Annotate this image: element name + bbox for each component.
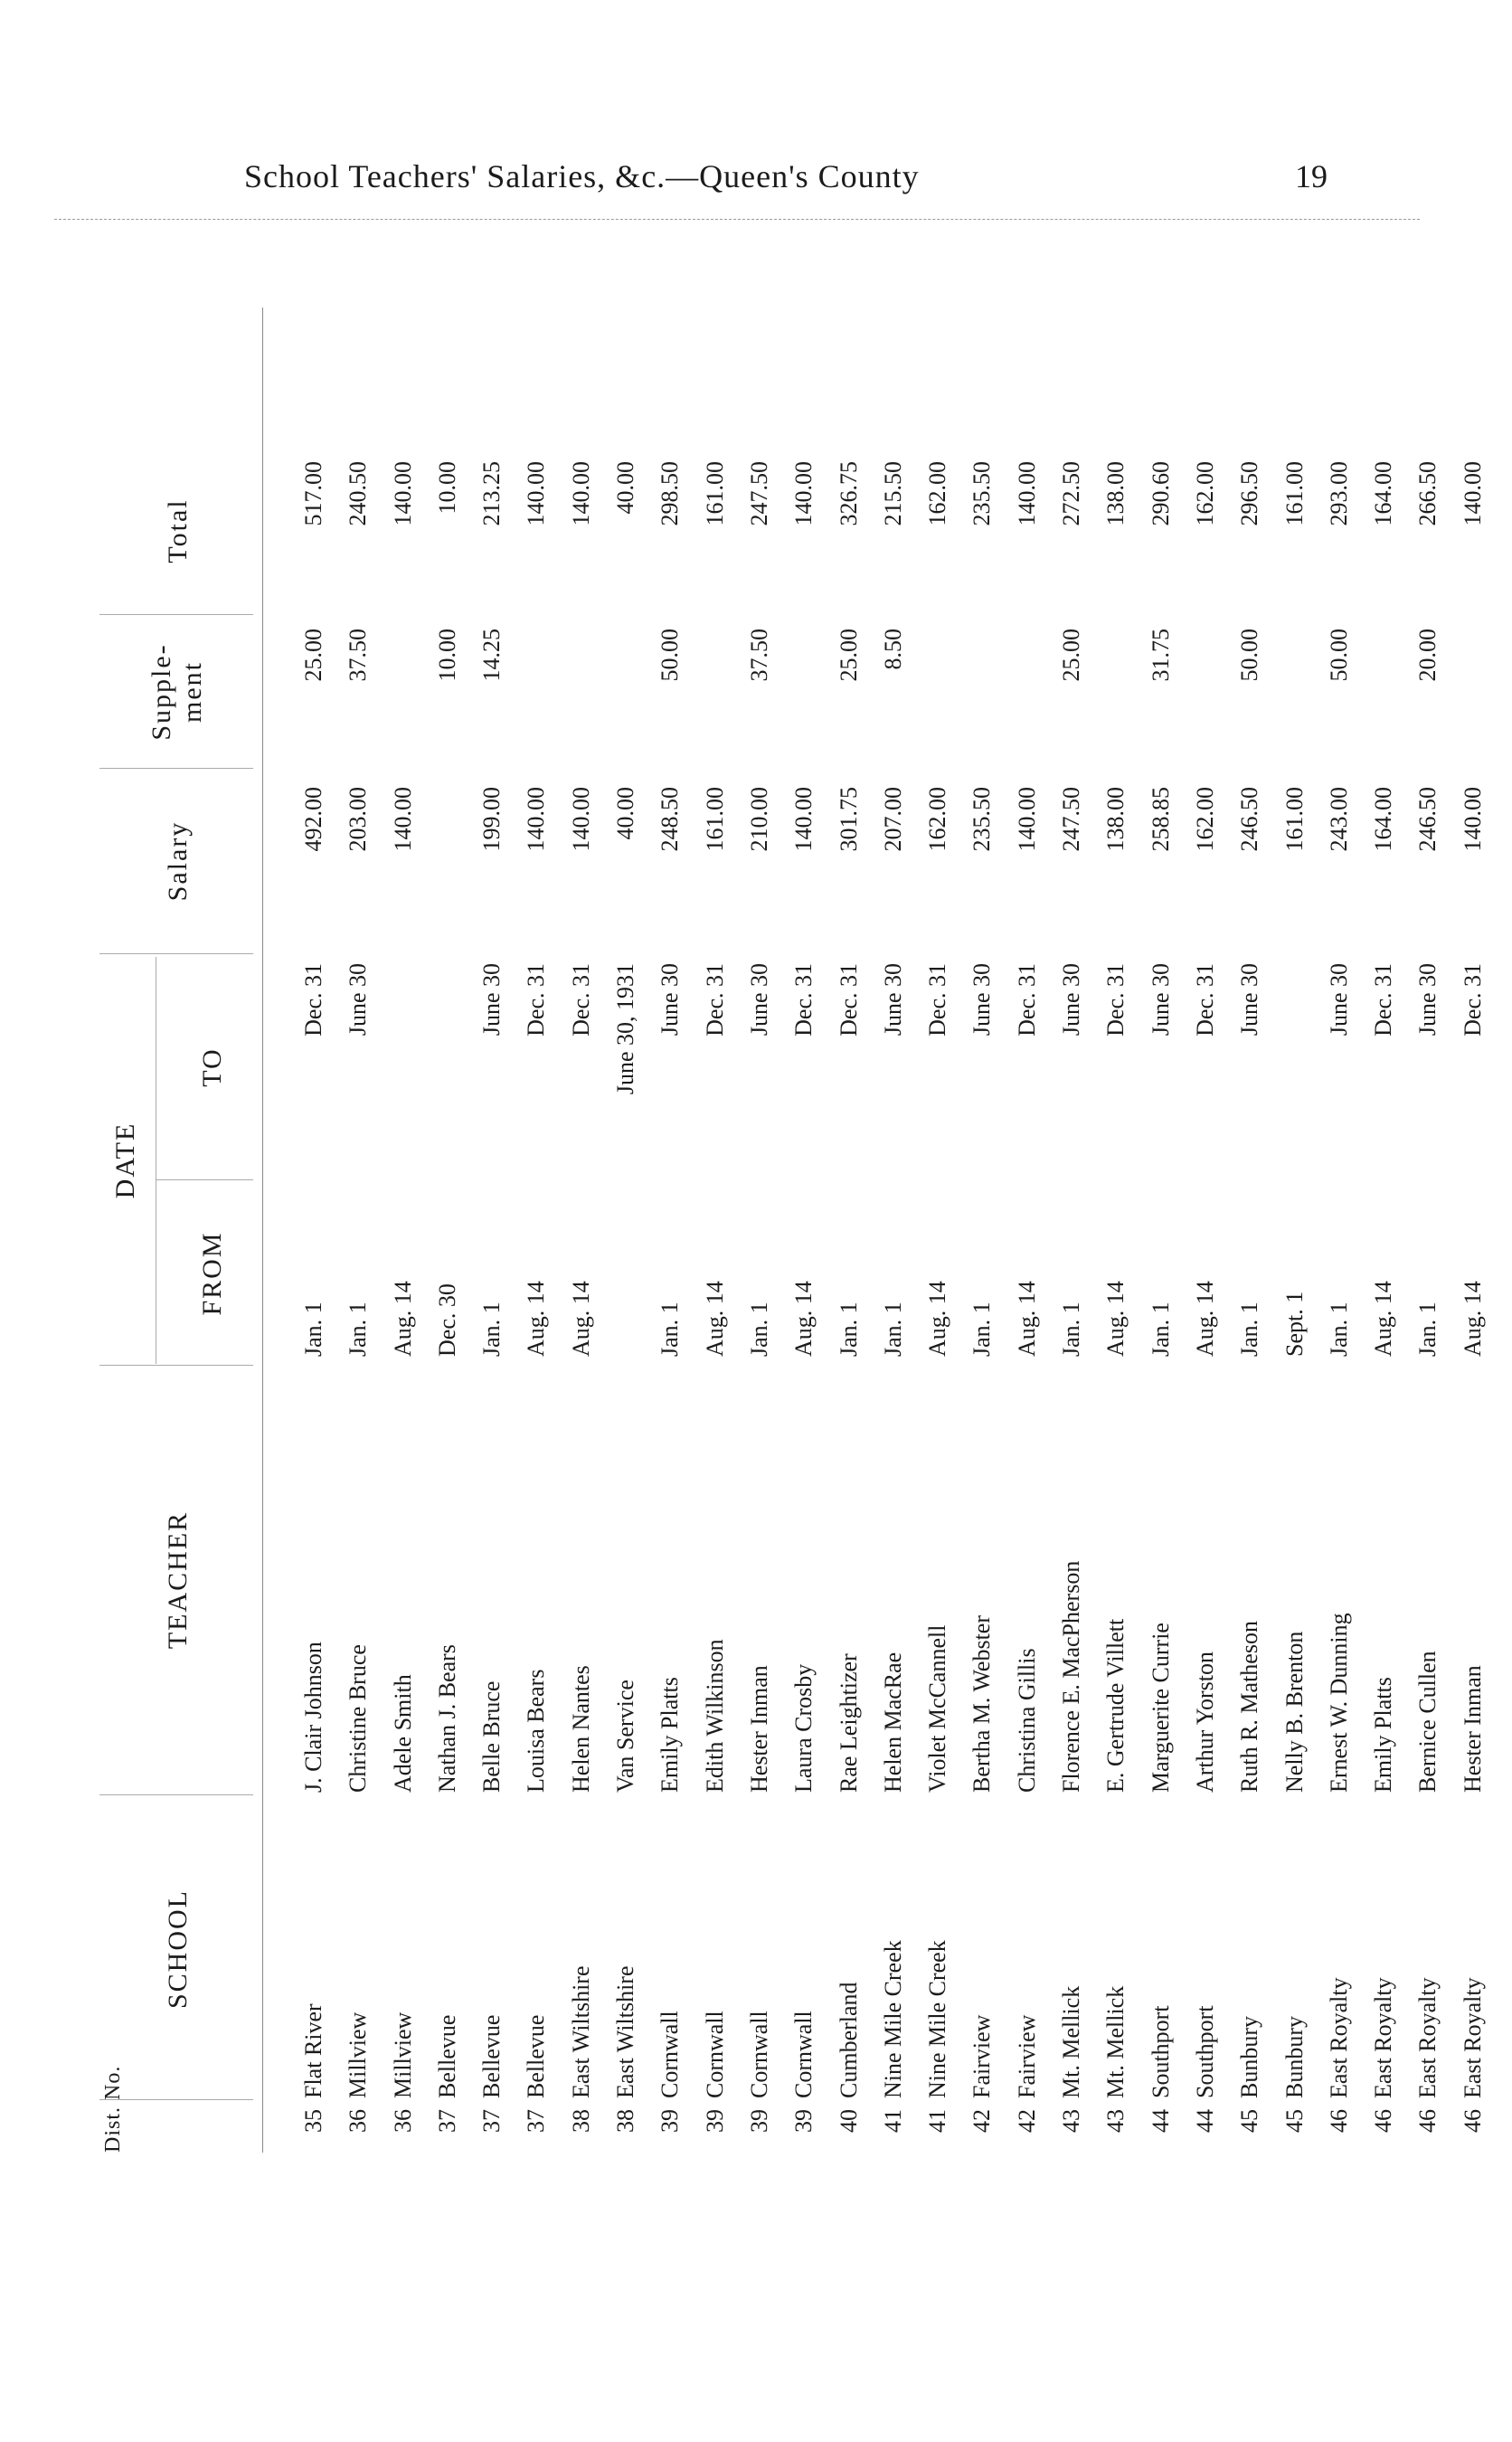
salary-cell: 140.00: [1459, 787, 1486, 852]
table-row: [469, 308, 514, 2153]
teacher-cell: Emily Platts: [1370, 1677, 1397, 1793]
dist-no-cell: 37: [433, 2109, 460, 2133]
to-date-cell: June 30: [1236, 963, 1263, 1036]
to-date-cell: June 30: [1325, 963, 1352, 1036]
dist-no-cell: 46: [1370, 2109, 1397, 2133]
school-cell: Nine Mile Creek: [924, 1940, 951, 2098]
to-date-cell: June 30: [657, 963, 684, 1036]
dist-no-cell: 40: [835, 2109, 862, 2133]
teacher-cell: Louisa Bears: [523, 1669, 550, 1793]
supplement-cell: 50.00: [1325, 629, 1352, 682]
teacher-cell: Ernest W. Dunning: [1325, 1613, 1352, 1793]
supplement-cell: 25.00: [1058, 629, 1085, 682]
header-to: TO: [197, 1047, 227, 1087]
school-cell: Nine Mile Creek: [879, 1940, 906, 2098]
supplement-cell: 50.00: [657, 629, 684, 682]
salary-cell: 164.00: [1370, 787, 1397, 852]
salary-cell: 246.50: [1236, 787, 1263, 852]
header-school: SCHOOL: [163, 1889, 193, 2010]
table-row: [291, 308, 335, 2153]
salary-cell: 140.00: [1013, 787, 1040, 852]
table-row: [959, 308, 1004, 2153]
table-row: [1451, 308, 1495, 2153]
school-cell: Cornwall: [701, 2011, 728, 2098]
total-cell: 162.00: [1191, 461, 1218, 526]
salary-cell: 162.00: [924, 787, 951, 852]
from-date-cell: Aug. 14: [389, 1281, 416, 1357]
to-date-cell: Dec. 31: [924, 963, 951, 1036]
total-cell: 272.50: [1058, 461, 1085, 526]
dist-no-cell: 36: [345, 2109, 372, 2133]
to-date-cell: Dec. 31: [1191, 963, 1218, 1036]
school-cell: Bellevue: [478, 2014, 506, 2098]
dist-no-cell: 42: [969, 2109, 996, 2133]
to-date-cell: Dec. 31: [1013, 963, 1040, 1036]
teacher-cell: Christina Gillis: [1013, 1648, 1040, 1793]
table-row: [1049, 308, 1093, 2153]
supplement-cell: 8.50: [879, 629, 906, 670]
dist-no-cell: 44: [1191, 2109, 1218, 2133]
to-date-cell: Dec. 31: [1102, 963, 1129, 1036]
salary-cell: 161.00: [701, 787, 728, 852]
total-cell: 138.00: [1102, 461, 1129, 526]
total-cell: 162.00: [924, 461, 951, 526]
table-row: [781, 308, 826, 2153]
supplement-cell: 20.00: [1414, 629, 1441, 682]
school-cell: Bunbury: [1280, 2016, 1308, 2098]
from-date-cell: Dec. 30: [433, 1283, 460, 1357]
dist-no-cell: 46: [1414, 2109, 1441, 2133]
from-date-cell: Jan. 1: [879, 1301, 906, 1357]
table-row: [1405, 308, 1450, 2153]
salary-cell: 140.00: [389, 787, 416, 852]
from-date-cell: Aug. 14: [1191, 1281, 1218, 1357]
salary-cell: 40.00: [612, 787, 639, 840]
teacher-cell: J. Clair Johnson: [300, 1642, 326, 1793]
total-cell: 140.00: [790, 461, 817, 526]
supplement-cell: 50.00: [1236, 629, 1263, 682]
table-row: [514, 308, 558, 2153]
header-supplement: Supple- ment: [146, 643, 207, 741]
table-row: [827, 308, 871, 2153]
table-row: [559, 308, 603, 2153]
to-date-cell: Dec. 31: [523, 963, 550, 1036]
school-cell: East Wiltshire: [612, 1965, 639, 2098]
total-cell: 517.00: [300, 461, 326, 526]
teacher-cell: Bernice Cullen: [1414, 1651, 1441, 1793]
dist-no-cell: 46: [1459, 2109, 1486, 2133]
table-row: [1093, 308, 1138, 2153]
from-date-cell: Aug. 14: [790, 1281, 817, 1357]
school-cell: Cornwall: [657, 2011, 684, 2098]
dist-no-cell: 46: [1325, 2109, 1352, 2133]
teacher-cell: Bertha M. Webster: [969, 1615, 996, 1793]
school-cell: Cornwall: [790, 2011, 817, 2098]
teacher-cell: Laura Crosby: [790, 1663, 817, 1793]
table-header: [90, 308, 258, 2153]
to-date-cell: Dec. 31: [835, 963, 862, 1036]
supplement-cell: 10.00: [433, 629, 460, 682]
school-cell: Southport: [1191, 2005, 1218, 2098]
teacher-cell: Helen Nantes: [567, 1665, 594, 1793]
teacher-cell: Florence E. MacPherson: [1058, 1560, 1085, 1793]
header-date: DATE: [110, 1122, 140, 1199]
total-cell: 213.25: [478, 461, 506, 526]
school-cell: Fairview: [1013, 2014, 1040, 2098]
to-date-cell: June 30: [969, 963, 996, 1036]
from-date-cell: Aug. 14: [1370, 1281, 1397, 1357]
dist-no-cell: 45: [1280, 2109, 1308, 2133]
supplement-cell: 14.25: [478, 629, 506, 682]
salary-table: [90, 308, 1486, 2153]
to-date-cell: Dec. 31: [701, 963, 728, 1036]
from-date-cell: Sept. 1: [1280, 1291, 1308, 1357]
dist-no-cell: 43: [1058, 2109, 1085, 2133]
to-date-cell: June 30: [1414, 963, 1441, 1036]
from-date-cell: Jan. 1: [1058, 1301, 1085, 1357]
header-total: Total: [163, 498, 193, 563]
from-date-cell: Aug. 14: [523, 1281, 550, 1357]
from-date-cell: Jan. 1: [657, 1301, 684, 1357]
table-row: [1005, 308, 1049, 2153]
to-date-cell: June 30: [478, 963, 506, 1036]
teacher-cell: Hester Inman: [745, 1665, 772, 1793]
teacher-cell: Emily Platts: [657, 1677, 684, 1793]
header-from: FROM: [197, 1231, 227, 1316]
to-date-cell: June 30: [879, 963, 906, 1036]
table-row: [693, 308, 737, 2153]
total-cell: 296.50: [1236, 461, 1263, 526]
total-cell: 161.00: [701, 461, 728, 526]
supplement-cell: 31.75: [1147, 629, 1174, 682]
teacher-cell: Hester Inman: [1459, 1665, 1486, 1793]
supplement-cell: 37.50: [745, 629, 772, 682]
from-date-cell: Jan. 1: [478, 1301, 506, 1357]
school-cell: East Royalty: [1325, 1977, 1352, 2098]
teacher-cell: Ruth R. Matheson: [1236, 1621, 1263, 1793]
salary-cell: 246.50: [1414, 787, 1441, 852]
school-cell: Bunbury: [1236, 2016, 1263, 2098]
table-row: [1317, 308, 1361, 2153]
table-row: [381, 308, 425, 2153]
page-number: 19: [1295, 158, 1328, 194]
teacher-cell: Belle Bruce: [478, 1680, 506, 1793]
from-date-cell: Jan. 1: [835, 1301, 862, 1357]
dist-no-cell: 45: [1236, 2109, 1263, 2133]
salary-cell: 199.00: [478, 787, 506, 852]
dist-no-cell: 38: [567, 2109, 594, 2133]
school-cell: Bellevue: [433, 2014, 460, 2098]
from-date-cell: Jan. 1: [1236, 1301, 1263, 1357]
salary-cell: 140.00: [790, 787, 817, 852]
total-cell: 10.00: [433, 461, 460, 515]
total-cell: 240.50: [345, 461, 372, 526]
school-cell: Millview: [345, 2011, 372, 2098]
table-body: [291, 308, 1495, 2153]
table-row: [1139, 308, 1183, 2153]
to-date-cell: June 30: [1147, 963, 1174, 1036]
from-date-cell: Jan. 1: [345, 1301, 372, 1357]
table-row: [1183, 308, 1227, 2153]
from-date-cell: Aug. 14: [567, 1281, 594, 1357]
teacher-cell: Helen MacRae: [879, 1652, 906, 1793]
from-date-cell: Jan. 1: [1147, 1301, 1174, 1357]
running-head: School Teachers' Salaries, &c.—Queen's County: [244, 158, 920, 194]
total-cell: 164.00: [1370, 461, 1397, 526]
total-cell: 140.00: [389, 461, 416, 526]
from-date-cell: Jan. 1: [1325, 1301, 1352, 1357]
school-cell: Mt. Mellick: [1058, 1985, 1085, 2098]
total-cell: 266.50: [1414, 461, 1441, 526]
header-teacher: TEACHER: [163, 1510, 193, 1650]
dist-no-cell: 44: [1147, 2109, 1174, 2133]
salary-cell: 203.00: [345, 787, 372, 852]
salary-cell: 301.75: [835, 787, 862, 852]
supplement-cell: 37.50: [345, 629, 372, 682]
table-row: [1361, 308, 1405, 2153]
teacher-cell: Van Service: [612, 1680, 639, 1793]
salary-cell: 248.50: [657, 787, 684, 852]
table-row: [915, 308, 959, 2153]
supplement-cell: 25.00: [835, 629, 862, 682]
dist-no-cell: 35: [300, 2109, 326, 2133]
to-date-cell: June 30: [345, 963, 372, 1036]
dist-no-cell: 36: [389, 2109, 416, 2133]
total-cell: 140.00: [1459, 461, 1486, 526]
salary-cell: 210.00: [745, 787, 772, 852]
teacher-cell: Christine Bruce: [345, 1644, 372, 1793]
school-cell: Cornwall: [745, 2011, 772, 2098]
total-cell: 215.50: [879, 461, 906, 526]
school-cell: Bellevue: [523, 2014, 550, 2098]
header-body-rule: [262, 308, 263, 2153]
to-date-cell: Dec. 31: [1370, 963, 1397, 1036]
from-date-cell: Aug. 14: [1013, 1281, 1040, 1357]
from-date-cell: Jan. 1: [1414, 1301, 1441, 1357]
salary-cell: 161.00: [1280, 787, 1308, 852]
school-cell: Fairview: [969, 2014, 996, 2098]
salary-cell: 162.00: [1191, 787, 1218, 852]
total-cell: 40.00: [612, 461, 639, 515]
table-row: [603, 308, 647, 2153]
teacher-cell: Nathan J. Bears: [433, 1644, 460, 1793]
salary-cell: 138.00: [1102, 787, 1129, 852]
salary-cell: 258.85: [1147, 787, 1174, 852]
dist-no-cell: 37: [478, 2109, 506, 2133]
to-date-cell: Dec. 31: [1459, 963, 1486, 1036]
school-cell: Flat River: [300, 2003, 326, 2098]
salary-cell: 243.00: [1325, 787, 1352, 852]
from-date-cell: Aug. 14: [924, 1281, 951, 1357]
table-row: [1227, 308, 1271, 2153]
to-date-cell: June 30: [745, 963, 772, 1036]
header-rule: [54, 219, 1420, 220]
to-date-cell: Dec. 31: [300, 963, 326, 1036]
table-row: [425, 308, 469, 2153]
salary-cell: 492.00: [300, 787, 326, 852]
salary-cell: 207.00: [879, 787, 906, 852]
total-cell: 235.50: [969, 461, 996, 526]
total-cell: 298.50: [657, 461, 684, 526]
table-row: [1272, 308, 1317, 2153]
from-date-cell: Jan. 1: [969, 1301, 996, 1357]
table-row: [647, 308, 692, 2153]
dist-no-cell: 43: [1102, 2109, 1129, 2133]
supplement-cell: 25.00: [300, 629, 326, 682]
header-dist-no: Dist. No.: [101, 2065, 125, 2153]
to-date-cell: June 30: [1058, 963, 1085, 1036]
from-date-cell: Aug. 14: [701, 1281, 728, 1357]
school-cell: Cumberland: [835, 1982, 862, 2098]
school-cell: East Royalty: [1459, 1977, 1486, 2098]
school-cell: Southport: [1147, 2005, 1174, 2098]
from-date-cell: Aug. 14: [1102, 1281, 1129, 1357]
to-date-cell: Dec. 31: [567, 963, 594, 1036]
teacher-cell: Adele Smith: [389, 1674, 416, 1793]
salary-cell: 247.50: [1058, 787, 1085, 852]
school-cell: East Royalty: [1370, 1977, 1397, 2098]
total-cell: 247.50: [745, 461, 772, 526]
total-cell: 290.60: [1147, 461, 1174, 526]
salary-cell: 140.00: [567, 787, 594, 852]
dist-no-cell: 41: [924, 2109, 951, 2133]
dist-no-cell: 39: [701, 2109, 728, 2133]
total-cell: 161.00: [1280, 461, 1308, 526]
table-row: [335, 308, 380, 2153]
dist-no-cell: 41: [879, 2109, 906, 2133]
total-cell: 140.00: [567, 461, 594, 526]
header-salary: Salary: [163, 820, 193, 902]
school-cell: Millview: [389, 2011, 416, 2098]
to-date-cell: June 30, 1931: [612, 963, 639, 1095]
table-row: [737, 308, 781, 2153]
teacher-cell: Nelly B. Brenton: [1280, 1631, 1308, 1793]
from-date-cell: Jan. 1: [745, 1301, 772, 1357]
total-cell: 140.00: [523, 461, 550, 526]
salary-cell: 235.50: [969, 787, 996, 852]
teacher-cell: Edith Wilkinson: [701, 1639, 728, 1793]
total-cell: 293.00: [1325, 461, 1352, 526]
from-date-cell: Aug. 14: [1459, 1281, 1486, 1357]
dist-no-cell: 39: [790, 2109, 817, 2133]
total-cell: 326.75: [835, 461, 862, 526]
dist-no-cell: 39: [745, 2109, 772, 2133]
table-row: [871, 308, 915, 2153]
teacher-cell: Marguerite Currie: [1147, 1623, 1174, 1793]
dist-no-cell: 42: [1013, 2109, 1040, 2133]
school-cell: Mt. Mellick: [1102, 1985, 1129, 2098]
to-date-cell: Dec. 31: [790, 963, 817, 1036]
teacher-cell: E. Gertrude Villett: [1102, 1618, 1129, 1793]
teacher-cell: Arthur Yorston: [1191, 1651, 1218, 1793]
salary-cell: 140.00: [523, 787, 550, 852]
school-cell: East Royalty: [1414, 1977, 1441, 2098]
dist-no-cell: 38: [612, 2109, 639, 2133]
dist-no-cell: 37: [523, 2109, 550, 2133]
total-cell: 140.00: [1013, 461, 1040, 526]
teacher-cell: Rae Leightizer: [835, 1653, 862, 1793]
dist-no-cell: 39: [657, 2109, 684, 2133]
school-cell: East Wiltshire: [567, 1965, 594, 2098]
teacher-cell: Violet McCannell: [924, 1624, 951, 1793]
from-date-cell: Jan. 1: [300, 1301, 326, 1357]
